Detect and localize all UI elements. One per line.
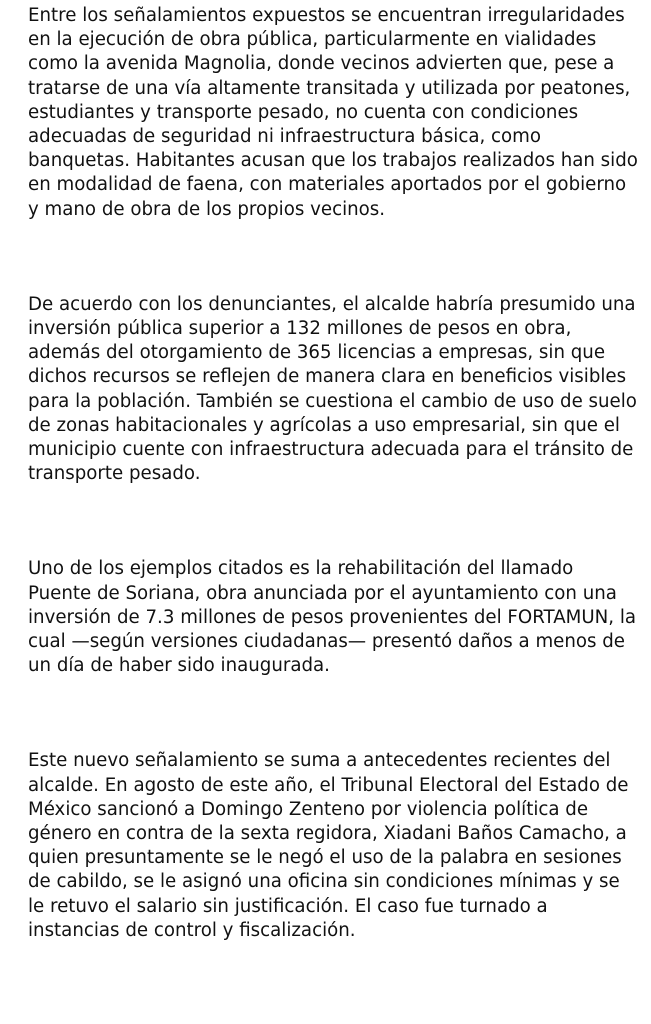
article-paragraph-puente-soriana: Uno de los ejemplos citados es la rehabilitación del llamado Puente de Soriana, obra anunciada por el ayuntamiento con una inversión de 7.3 millones de pesos provenientes del FORTAMUN, la cual —según versiones ciudadanas— presentó daños a menos de un día de haber sido inaugurada. [28, 558, 637, 677]
article-paragraph-irregularidades: Entre los señalamientos expuestos se encuentran irregularidades en la ejecución de obra pública, particularmente en vialidades como la avenida Magnolia, donde vecinos advierten que, pese a tratarse de una vía altamente transitada y utilizada por peatones, estudiantes y transporte pesado, no cuenta con condiciones adecuadas de seguridad ni infraestructura básica, como banquetas. Habitantes acusan que los trabajos realizados han sido en modalidad de faena, con materiales aportados por el gobierno y mano de obra de los propios vecinos. [28, 5, 638, 220]
article-paragraph-antecedentes: Este nuevo señalamiento se suma a antecedentes recientes del alcalde. En agosto de este año, el Tribunal Electoral del Estado de México sancionó a Domingo Zenteno por violencia política de género en contra de la sexta regidora, Xiadani Baños Camacho, a quien presuntamente se le negó el uso de la palabra en sesiones de cabildo, se le asignó una oficina sin condiciones mínimas y se le retuvo el salario sin justificación. El caso fue turnado a instancias de control y fiscalización. [28, 750, 629, 941]
article-body [28, 4, 638, 943]
article-paragraph-inversion: De acuerdo con los denunciantes, el alcalde habría presumido una inversión pública superior a 132 millones de pesos en obra, además del otorgamiento de 365 licencias a empresas, sin que dichos recursos se reflejen de manera clara en beneficios visibles para la población. También se cuestiona el cambio de uso de suelo de zonas habitacionales y agrícolas a uso empresarial, sin que el municipio cuente con infraestructura adecuada para el tránsito de transporte pesado. [28, 293, 637, 485]
